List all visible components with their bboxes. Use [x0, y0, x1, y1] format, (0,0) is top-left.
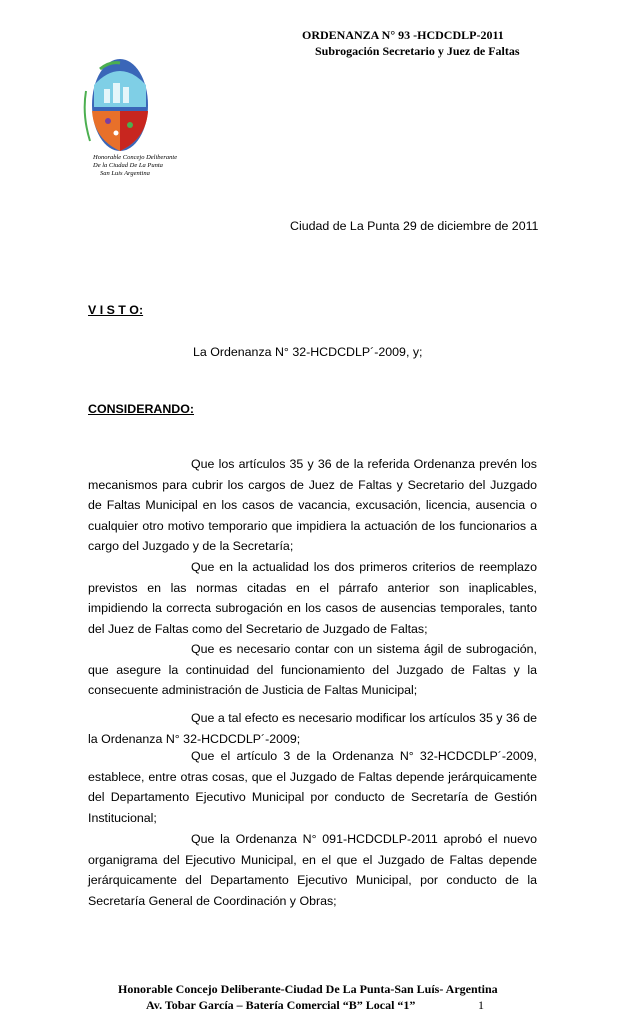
- considerando-paragraph: Que a tal efecto es necesario modificar los artículos 35 y 36 de la Ordenanza N° 32-HCDCDLP´-2009;: [88, 711, 537, 746]
- considerando-paragraph: Que es necesario contar con un sistema ágil de subrogación, que asegure la continuidad del funcionamiento del Juzgado de Faltas y la consecuente administración de Justicia de Faltas Municipal;: [88, 642, 537, 698]
- considerando-paragraph: Que los artículos 35 y 36 de la referida Ordenanza prevén los mecanismos para cubrir los cargos de Juez de Faltas y Secretario del Juzgado de Faltas Municipal en los casos de vacancia, excusación, licencia, ausencia o cualquier otro motivo temporario que impidiera la actuación de los funcionarios a cargo del Juzgado y de la Secretaría;: [88, 457, 537, 554]
- page-number: 1: [478, 998, 484, 1012]
- logo-caption-line: San Luis Argentina: [100, 170, 150, 177]
- footer-institution: Honorable Concejo Deliberante-Ciudad De La Punta-San Luís- Argentina: [118, 982, 498, 996]
- ordinance-number: ORDENANZA N° 93 -HCDCDLP-2011: [302, 28, 504, 42]
- considerando-paragraph: Que en la actualidad los dos primeros criterios de reemplazo previstos en las normas citadas en el párrafo anterior son inaplicables, impidiendo la correcta subrogación en los casos de ausencias temporales, tanto del Juez de Faltas como del Secretario de Juzgado de Faltas;: [88, 560, 537, 636]
- visto-text: La Ordenanza N° 32-HCDCDLP´-2009, y;: [193, 345, 423, 359]
- logo-caption-line: Honorable Concejo Deliberante: [93, 154, 178, 161]
- considerando-paragraph: Que el artículo 3 de la Ordenanza N° 32-HCDCDLP´-2009, establece, entre otras cosas, que el Juzgado de Faltas depende jerárquicamente del Departamento Ejecutivo Municipal por conducto de Secretaría de Gestión Institucional;: [88, 749, 537, 825]
- considerando-heading: CONSIDERANDO:: [88, 402, 195, 416]
- considerando-paragraph: Que la Ordenanza N° 091-HCDCDLP-2011 aprobó el nuevo organigrama del Ejecutivo Municipal, en el que el Juzgado de Faltas depende jerárquicamente del Departamento Ejecutivo Municipal, por conducto de la Secretaría General de Coordinación y Obras;: [88, 832, 537, 908]
- document-date: Ciudad de La Punta 29 de diciembre de 2011: [290, 219, 539, 233]
- footer-address: Av. Tobar García – Batería Comercial “B” Local “1”: [146, 998, 416, 1012]
- logo-caption-line: De la Ciudad De La Punta: [93, 162, 163, 169]
- visto-heading: V I S T O:: [88, 303, 144, 317]
- ordinance-subject: Subrogación Secretario y Juez de Faltas: [315, 44, 520, 58]
